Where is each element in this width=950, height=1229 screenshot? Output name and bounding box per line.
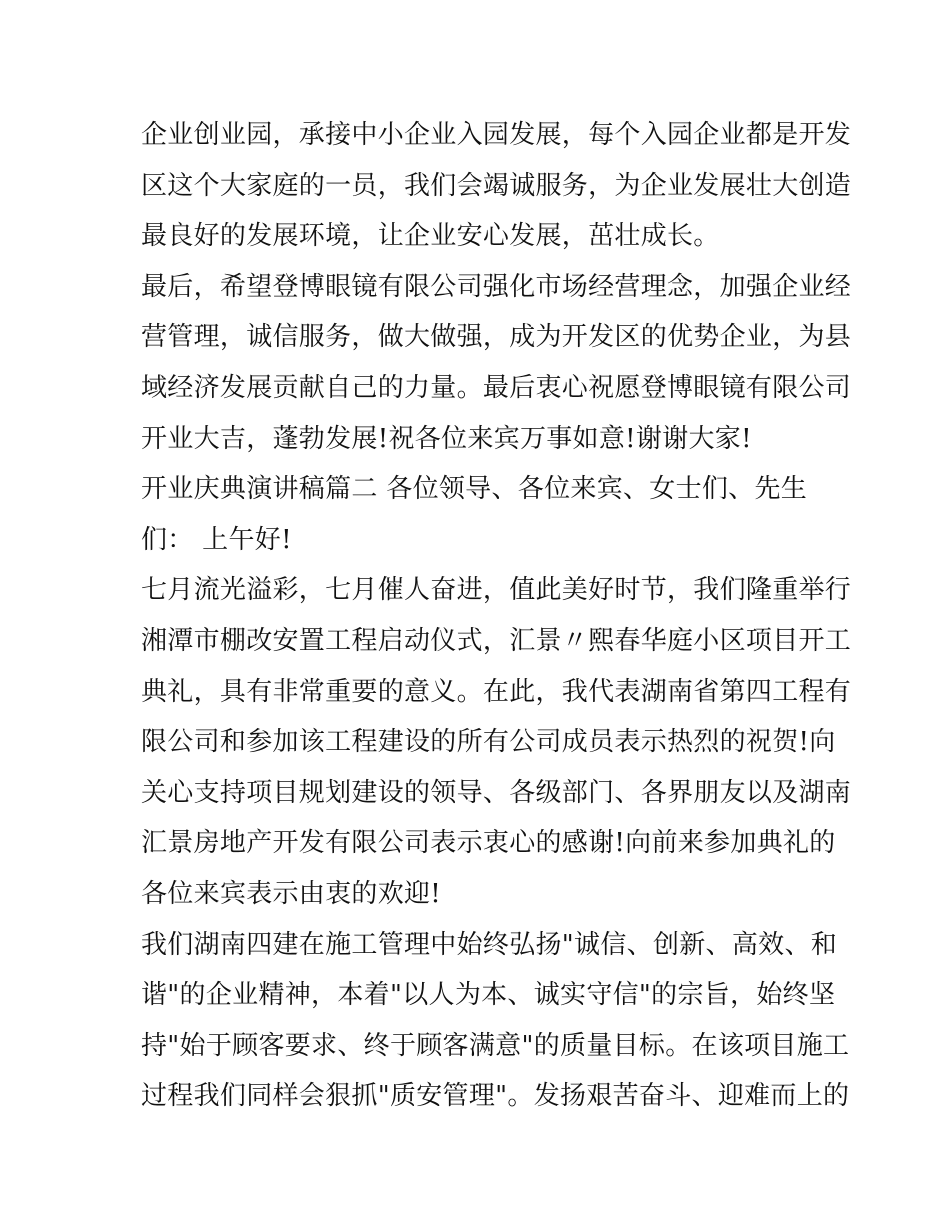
text-line-9: 们： 上午好! xyxy=(141,524,292,555)
text-line-11: 湘潭市棚改安置工程启动仪式，汇景〃熙春华庭小区项目开工 xyxy=(141,625,852,656)
text-line-16: 各位来宾表示由衷的欢迎! xyxy=(141,878,442,909)
text-line-10: 七月流光溢彩，七月催人奋进，值此美好时节，我们隆重举行 xyxy=(141,575,852,606)
text-line-18: 谐"的企业精神，本着"以人为本、诚实守信"的宗旨，始终坚 xyxy=(141,980,836,1011)
text-line-20: 过程我们同样会狠抓"质安管理"。发扬艰苦奋斗、迎难而上的 xyxy=(141,1081,850,1112)
document-body xyxy=(141,110,852,1122)
text-line-6: 域经济发展贡献自己的力量。最后衷心祝愿登博眼镜有限公司 xyxy=(141,372,852,403)
text-line-19: 持"始于顾客要求、终于顾客满意"的质量目标。在该项目施工 xyxy=(141,1030,850,1061)
text-line-15: 汇景房地产开发有限公司表示衷心的感谢!向前来参加典礼的 xyxy=(141,828,836,859)
text-line-17: 我们湖南四建在施工管理中始终弘扬"诚信、创新、高效、和 xyxy=(141,929,838,960)
text-line-13: 限公司和参加该工程建设的所有公司成员表示热烈的祝贺!向 xyxy=(141,727,836,758)
text-line-4: 最后，希望登博眼镜有限公司强化市场经营理念，加强企业经 xyxy=(141,271,852,302)
text-line-14: 关心支持项目规划建设的领导、各级部门、各界朋友以及湖南 xyxy=(141,777,852,808)
text-line-7: 开业大吉，蓬勃发展!祝各位来宾万事如意!谢谢大家! xyxy=(141,423,752,454)
text-line-1: 企业创业园，承接中小企业入园发展，每个入园企业都是开发 xyxy=(141,120,852,150)
text-line-2: 区这个大家庭的一员，我们会竭诚服务，为企业发展壮大创造 xyxy=(141,170,852,201)
text-line-8: 开业庆典演讲稿篇二 各位领导、各位来宾、女士们、先生 xyxy=(141,474,808,505)
text-line-5: 营管理，诚信服务，做大做强，成为开发区的优势企业，为县 xyxy=(141,322,852,353)
text-line-12: 典礼，具有非常重要的意义。在此，我代表湖南省第四工程有 xyxy=(141,676,852,707)
text-line-3: 最良好的发展环境，让企业安心发展，茁壮成长。 xyxy=(141,221,720,252)
